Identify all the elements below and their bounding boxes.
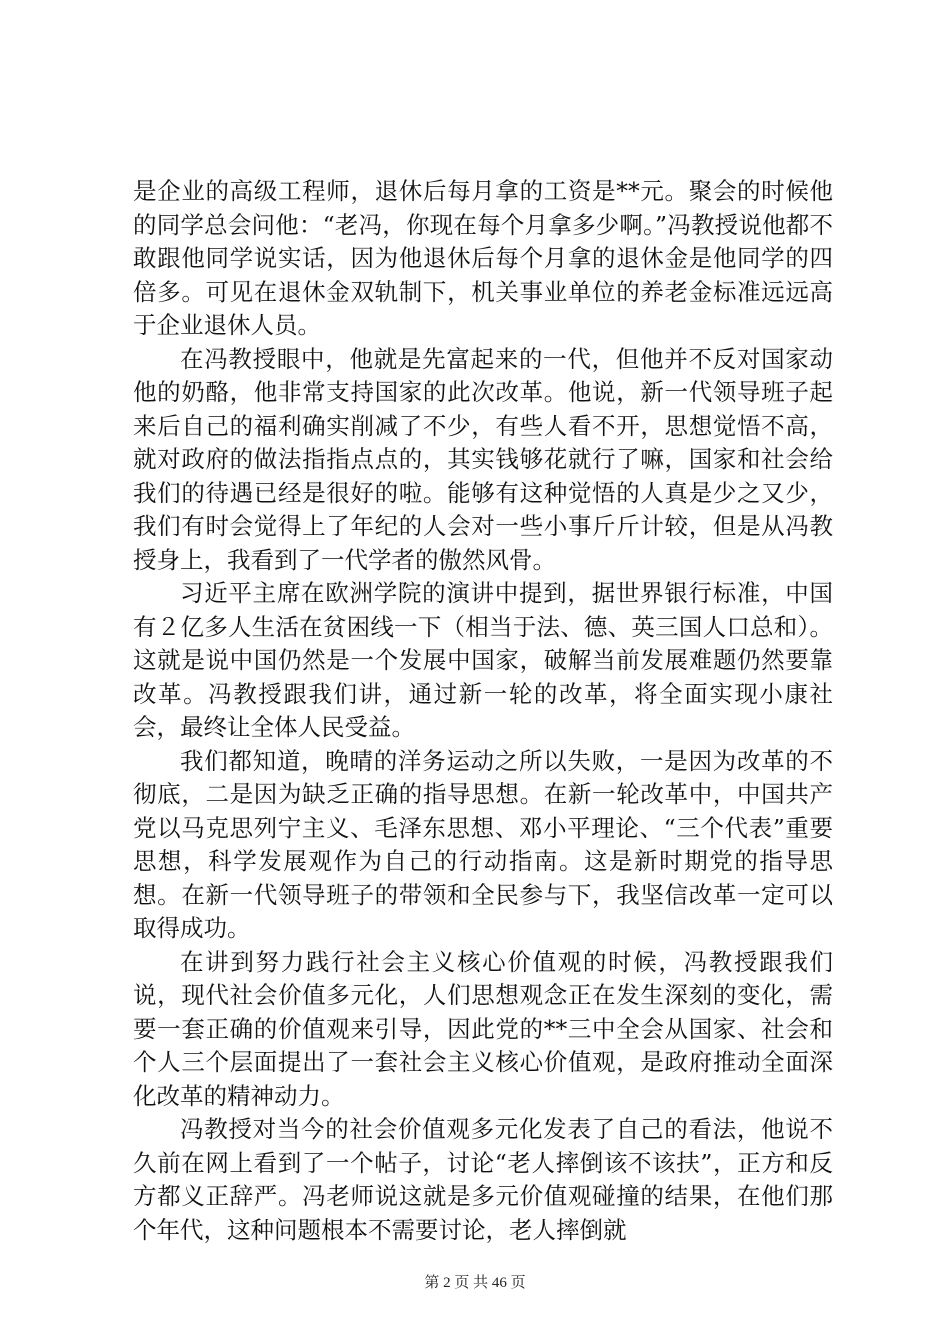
paragraph-5: 在讲到努力践行社会主义核心价值观的时候，冯教授跟我们说，现代社会价值多元化，人们思想观念正在发生深刻的变化，需要一套正确的价值观来引导，因此党的**三中全会从国家、社会和个人三个层面提出了一套社会主义核心价值观，是政府推动全面深化改革的精神动力。 bbox=[133, 947, 833, 1110]
paragraph-2: 在冯教授眼中，他就是先富起来的一代，但他并不反对国家动他的奶酪，他非常支持国家的此次改革。他说，新一代领导班子起来后自己的福利确实削减了不少，有些人看不开，思想觉悟不高，就对政府的做法指指点点的，其实钱够花就行了嘛，国家和社会给我们的待遇已经是很好的啦。能够有这种觉悟的人真是少之又少，我们有时会觉得上了年纪的人会对一些小事斤斤计较，但是从冯教授身上，我看到了一代学者的傲然风骨。 bbox=[133, 344, 833, 574]
paragraph-1: 是企业的高级工程师，退休后每月拿的工资是**元。聚会的时候他的同学总会问他：“老冯，你现在每个月拿多少啊。”冯教授说他都不敢跟他同学说实话，因为他退休后每个月拿的退休金是他同学的四倍多。可见在退休金双轨制下，机关事业单位的养老金标准远远高于企业退休人员。 bbox=[133, 177, 833, 339]
paragraph-3: 习近平主席在欧洲学院的演讲中提到，据世界银行标准，中国有２亿多人生活在贫困线一下（相当于法、德、英三国人口总和）。这就是说中国仍然是一个发展中国家，破解当前发展难题仍然要靠改革。冯教授跟我们讲，通过新一轮的改革，将全面实现小康社会，最终让全体人民受益。 bbox=[133, 579, 833, 741]
paragraph-4: 我们都知道，晚晴的洋务运动之所以失败，一是因为改革的不彻底，二是因为缺乏正确的指导思想。在新一轮改革中，中国共产党以马克思列宁主义、毛泽东思想、邓小平理论、“三个代表”重要思想，科学发展观作为自己的行动指南。这是新时期党的指导思想。在新一代领导班子的带领和全民参与下，我坚信改革一定可以取得成功。 bbox=[133, 746, 833, 942]
document-body bbox=[133, 175, 833, 1247]
paragraph-6: 冯教授对当今的社会价值观多元化发表了自己的看法，他说不久前在网上看到了一个帖子，讨论“老人摔倒该不该扶”，正方和反方都义正辞严。冯老师说这就是多元价值观碰撞的结果，在他们那个年代，这种问题根本不需要讨论，老人摔倒就 bbox=[133, 1115, 833, 1244]
page-footer: 第 2 页 共 46 页 bbox=[424, 1275, 526, 1291]
